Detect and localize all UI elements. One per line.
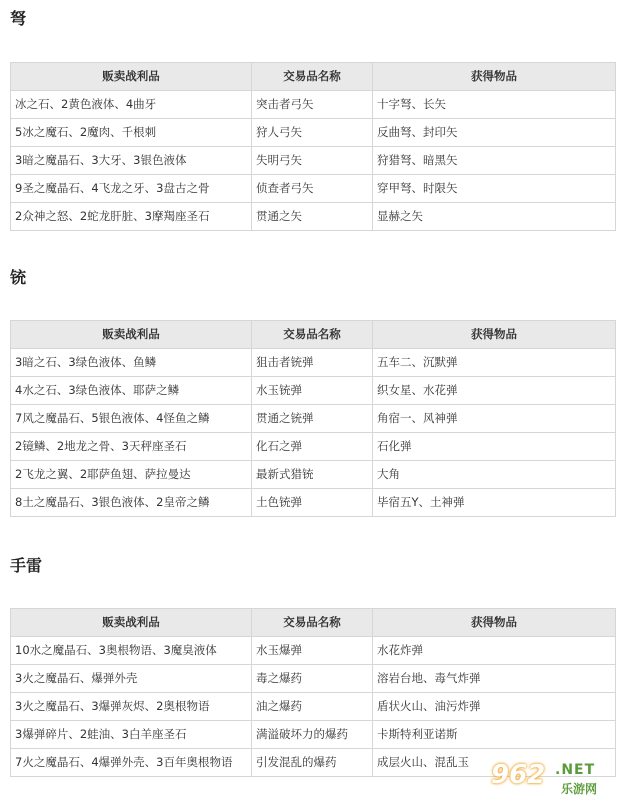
table-row [11, 665, 616, 693]
cell-loot: 2镜鳞、2地龙之骨、3天秤座圣石 [11, 433, 252, 461]
table-row [11, 119, 616, 147]
table-row [11, 175, 616, 203]
table-row [11, 489, 616, 517]
table-row [11, 637, 616, 665]
table-row [11, 147, 616, 175]
cell-obtained: 大角 [373, 461, 616, 489]
cell-trade-item: 引发混乱的爆药 [252, 749, 373, 777]
cell-trade-item: 侦查者弓矢 [252, 175, 373, 203]
watermark-logo-sitename: 乐游网 [561, 782, 598, 796]
cell-trade-item: 水玉爆弹 [252, 637, 373, 665]
table-row [11, 377, 616, 405]
cell-obtained: 反曲弩、封印矢 [373, 119, 616, 147]
header-obtained: 获得物品 [373, 609, 616, 637]
cell-obtained: 溶岩台地、毒气炸弹 [373, 665, 616, 693]
cell-trade-item: 毒之爆药 [252, 665, 373, 693]
cell-loot: 4水之石、3绿色液体、耶萨之鳞 [11, 377, 252, 405]
cell-loot: 冰之石、2黄色液体、4曲牙 [11, 91, 252, 119]
site-watermark-logo [491, 760, 623, 798]
section-title-grenade: 手雷 [10, 556, 43, 575]
cell-obtained: 十字弩、长矢 [373, 91, 616, 119]
cell-trade-item: 化石之弹 [252, 433, 373, 461]
watermark-logo-domain: .NET [555, 762, 596, 778]
cell-obtained: 显赫之矢 [373, 203, 616, 231]
cell-loot: 7火之魔晶石、4爆弹外壳、3百年奥根物语 [11, 749, 252, 777]
cell-loot: 9圣之魔晶石、4飞龙之牙、3盘古之骨 [11, 175, 252, 203]
cell-trade-item: 突击者弓矢 [252, 91, 373, 119]
header-loot: 贩卖战利品 [11, 63, 252, 91]
table-row [11, 461, 616, 489]
cell-obtained: 卡斯特利亚诺斯 [373, 721, 616, 749]
table-header-row [11, 321, 616, 349]
grenade-table [10, 608, 616, 777]
watermark-logo-number: 962 [491, 760, 546, 790]
header-trade-item: 交易品名称 [252, 609, 373, 637]
table-header-row [11, 63, 616, 91]
cell-obtained: 角宿一、风神弹 [373, 405, 616, 433]
section-title-gun: 铳 [10, 268, 27, 287]
cell-loot: 3火之魔晶石、爆弹外壳 [11, 665, 252, 693]
table-row [11, 405, 616, 433]
cell-obtained: 五车二、沉默弹 [373, 349, 616, 377]
cell-trade-item: 贯通之铳弹 [252, 405, 373, 433]
cell-loot: 3暗之魔晶石、3大牙、3银色液体 [11, 147, 252, 175]
table-header-row [11, 609, 616, 637]
table-row [11, 349, 616, 377]
cell-obtained: 穿甲弩、时限矢 [373, 175, 616, 203]
cell-loot: 3暗之石、3绿色液体、鱼鳞 [11, 349, 252, 377]
cell-trade-item: 油之爆药 [252, 693, 373, 721]
cell-obtained: 毕宿五Y、土神弹 [373, 489, 616, 517]
header-trade-item: 交易品名称 [252, 321, 373, 349]
cell-loot: 2众神之怒、2蛇龙肝脏、3摩羯座圣石 [11, 203, 252, 231]
cell-trade-item: 满溢破坏力的爆药 [252, 721, 373, 749]
cell-trade-item: 狩人弓矢 [252, 119, 373, 147]
table-row [11, 693, 616, 721]
cell-loot: 5冰之魔石、2魔肉、千根刺 [11, 119, 252, 147]
section-title-crossbow: 弩 [10, 9, 27, 28]
table-row [11, 721, 616, 749]
cell-loot: 2飞龙之翼、2耶萨鱼翅、萨拉曼达 [11, 461, 252, 489]
cell-obtained: 织女星、水花弹 [373, 377, 616, 405]
cell-trade-item: 狙击者铳弹 [252, 349, 373, 377]
cell-trade-item: 土色铳弹 [252, 489, 373, 517]
table-row [11, 203, 616, 231]
cell-loot: 10水之魔晶石、3奥根物语、3魔臭液体 [11, 637, 252, 665]
cell-loot: 3爆弹碎片、2蛙油、3白羊座圣石 [11, 721, 252, 749]
header-loot: 贩卖战利品 [11, 609, 252, 637]
cell-obtained: 狩猎弩、暗黑矢 [373, 147, 616, 175]
cell-obtained: 成层火山、混乱玉 [373, 749, 616, 777]
cell-obtained: 水花炸弹 [373, 637, 616, 665]
crossbow-table [10, 62, 616, 231]
cell-trade-item: 贯通之矢 [252, 203, 373, 231]
table-row [11, 91, 616, 119]
cell-obtained: 盾状火山、油污炸弹 [373, 693, 616, 721]
cell-loot: 7风之魔晶石、5银色液体、4怪鱼之鳞 [11, 405, 252, 433]
table-row [11, 433, 616, 461]
cell-loot: 8土之魔晶石、3银色液体、2皇帝之鳞 [11, 489, 252, 517]
cell-trade-item: 最新式猎铳 [252, 461, 373, 489]
cell-trade-item: 失明弓矢 [252, 147, 373, 175]
header-loot: 贩卖战利品 [11, 321, 252, 349]
gun-table [10, 320, 616, 517]
cell-trade-item: 水玉铳弹 [252, 377, 373, 405]
cell-loot: 3火之魔晶石、3爆弹灰烬、2奥根物语 [11, 693, 252, 721]
cell-obtained: 石化弹 [373, 433, 616, 461]
header-obtained: 获得物品 [373, 63, 616, 91]
header-trade-item: 交易品名称 [252, 63, 373, 91]
header-obtained: 获得物品 [373, 321, 616, 349]
